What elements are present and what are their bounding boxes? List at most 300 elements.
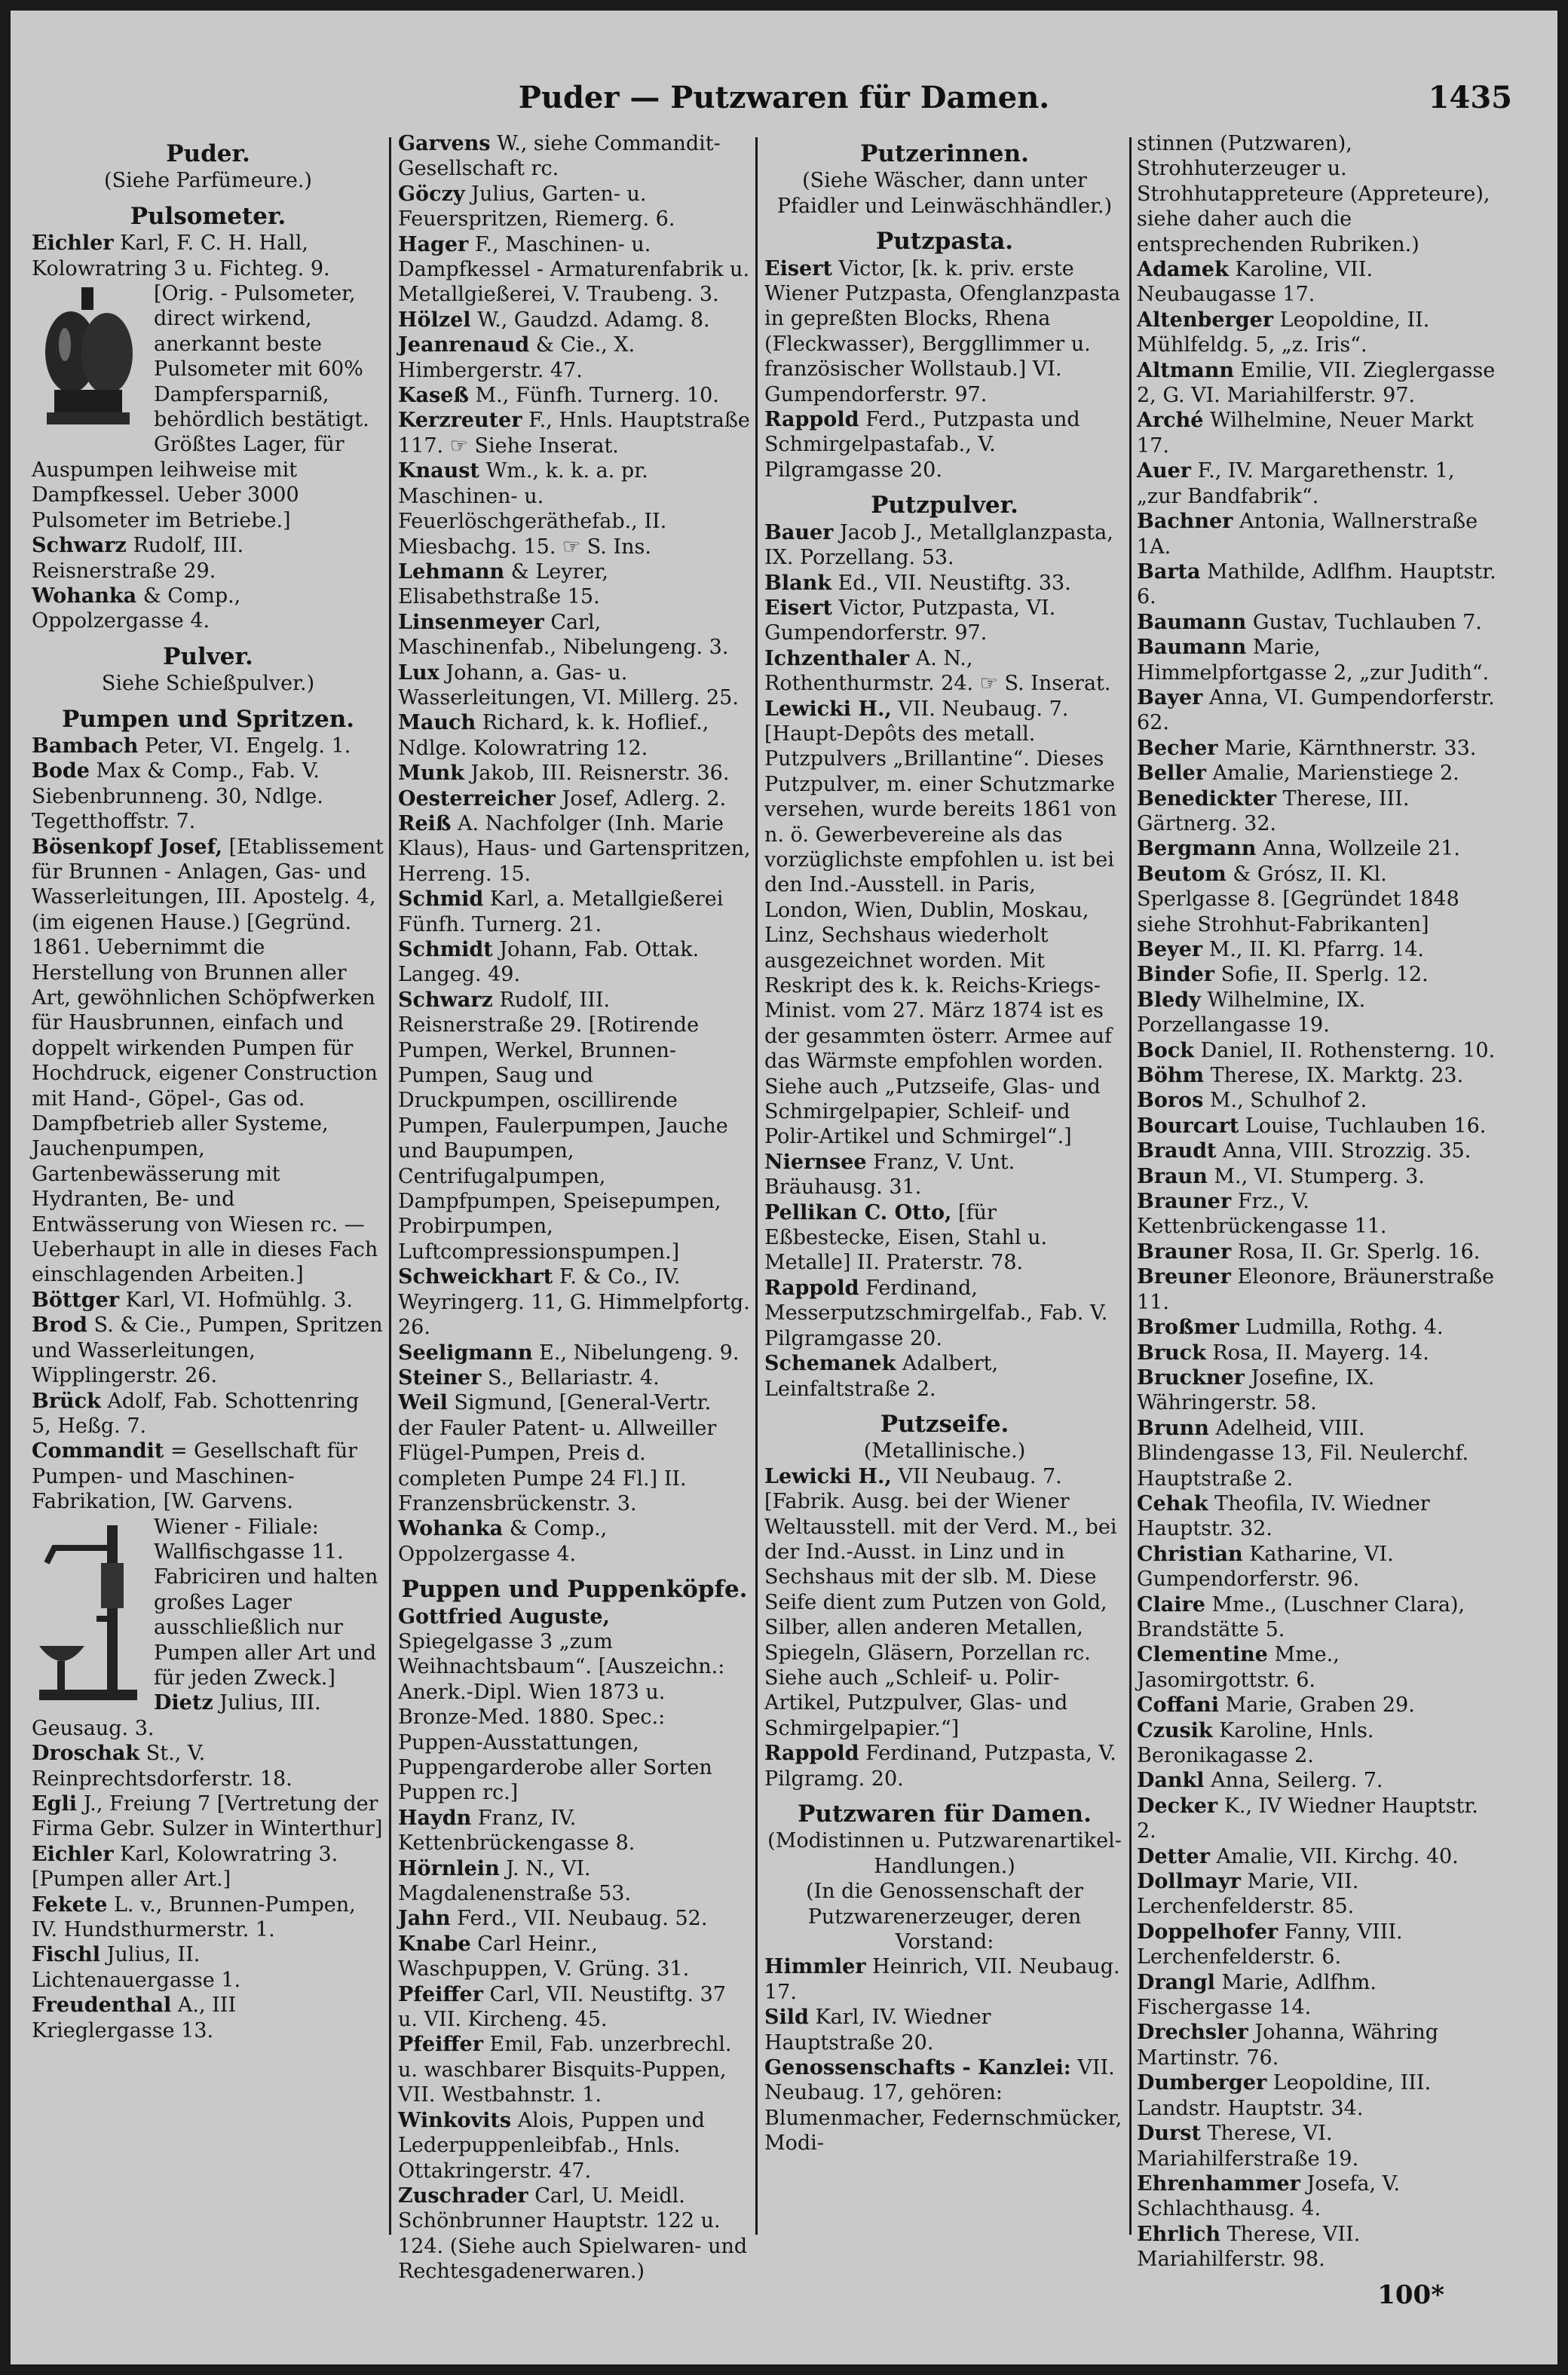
directory-entry xyxy=(398,458,751,559)
entry-details: Ed., VII. Neustiftg. 33. xyxy=(838,571,1071,595)
directory-entry xyxy=(1137,761,1497,786)
directory-entry xyxy=(1137,1768,1497,1793)
section-heading: Putzpasta. xyxy=(875,228,1014,256)
entry-details: Gustav, Tuchlauben 7. xyxy=(1252,610,1482,634)
section-note: (Modistinnen u. Putzwarenartikel-Handlungen.) xyxy=(767,1829,1122,1878)
directory-entry xyxy=(1137,2222,1497,2272)
directory-entry xyxy=(1137,1114,1497,1138)
directory-entry xyxy=(32,835,384,1288)
entry-name: Seeligmann xyxy=(398,1341,533,1365)
entry-name: Wohanka xyxy=(398,1517,504,1541)
directory-entry xyxy=(1137,1038,1497,1063)
entry-name: Adamek xyxy=(1137,258,1229,282)
directory-entry xyxy=(1137,1315,1497,1340)
directory-entry xyxy=(1137,1794,1497,1844)
entry-details: Jakob, III. Reisnerstr. 36. xyxy=(470,762,730,786)
entry-details: Anna, Wollzeile 21. xyxy=(1263,837,1460,861)
entry-name: Böttger xyxy=(32,1288,120,1312)
entry-details: Rosa, II. Mayerg. 14. xyxy=(1212,1341,1429,1365)
entry-name: Zuschrader xyxy=(398,2183,528,2208)
entry-details: Karl, Kolowratring 3. [Pumpen aller Art.] xyxy=(32,1842,338,1892)
section-note: (Siehe Parfümeure.) xyxy=(104,169,312,193)
entry-details: Louise, Tuchlauben 16. xyxy=(1245,1114,1487,1138)
entry-name: Egli xyxy=(32,1792,77,1816)
entry-name: Cehak xyxy=(1137,1491,1208,1515)
entry-details: Therese, III. Gärtnerg. 32. xyxy=(1137,786,1410,835)
directory-entry xyxy=(1137,559,1497,610)
column-rule xyxy=(389,137,391,2235)
directory-entry xyxy=(398,1390,751,1516)
directory-entry xyxy=(1137,1138,1497,1163)
entry-details: M., Schulhof 2. xyxy=(1209,1089,1367,1113)
entry-details: Wilhelmine, Neuer Markt 17. xyxy=(1137,409,1474,458)
directory-entry xyxy=(398,1604,751,1806)
entry-name: Arché xyxy=(1137,409,1204,433)
entry-name: Lux xyxy=(398,660,439,685)
directory-entry xyxy=(398,2183,751,2285)
directory-entry xyxy=(1137,2020,1497,2070)
entry-name: Schwarz xyxy=(32,534,127,558)
entry-name: Jeanrenaud xyxy=(398,333,530,357)
entry-name: Haydn xyxy=(398,1806,472,1830)
entry-details: Adalbert, Leinfaltstraße 2. xyxy=(764,1352,999,1401)
entry-details: Wm., k. k. a. pr. Maschinen- u. Feuerlöschgeräthefab., II. Miesbachg. 15. ☞ S. Ins. xyxy=(398,459,667,559)
entry-details: Carl, U. Meidl. Schönbrunner Hauptstr. 122 u. 124. (Siehe auch Spielwaren- und Rechtesgadenerwaren.) xyxy=(398,2183,748,2284)
entry-name: Kerzreuter xyxy=(398,409,522,433)
entry-details: Josef, Adlerg. 2. xyxy=(562,786,727,811)
directory-entry xyxy=(1137,937,1497,962)
entry-name: Ehrlich xyxy=(1137,2222,1221,2246)
entry-name: Benedickter xyxy=(1137,786,1276,811)
directory-entry xyxy=(398,131,751,182)
entry-details: Rudolf, III. Reisnerstraße 29. [Rotirende Pumpen, Werkel, Brunnen-Pumpen, Saug und Druckpumpen, oscillirende Pumpen, Faulerpumpen, Jauche und Baupumpen, Centrifugalpumpen, Dampfpumpen, Speisepumpen, Probirpumpen, Luftcompressionspumpen.] xyxy=(398,988,728,1264)
directory-entry xyxy=(1137,257,1497,308)
entry-details: & Cie., X. Himbergerstr. 47. xyxy=(398,333,635,382)
entry-details: Carl Heinr., Waschpuppen, V. Grüng. 31. xyxy=(398,1932,690,1981)
entry-name: Czusik xyxy=(1137,1718,1213,1742)
directory-entry xyxy=(764,1351,1125,1402)
column-rule xyxy=(755,137,758,2235)
section-heading: Pumpen und Spritzen. xyxy=(61,705,355,733)
entry-details: Mme., (Luschner Clara), Brandstätte 5. xyxy=(1137,1592,1465,1641)
entry-name: Dumberger xyxy=(1137,2071,1267,2095)
entry-name: Pfeiffer xyxy=(398,2033,483,2057)
entry-name: Dankl xyxy=(1137,1769,1205,1793)
pump-illustration-icon xyxy=(32,1518,145,1706)
entry-details: Julius, II. Lichtenauergasse 1. xyxy=(32,1943,241,1992)
entry-name: Altmann xyxy=(1137,358,1235,382)
entry-details: Spiegelgasse 3 „zum Weihnachtsbaum“. [Auszeichn.: Anerk.-Dipl. Wien 1873 u. Bronze-Med. 1880. Spec.: Puppen-Ausstattungen, Puppengarderobe aller Sorten Puppen rc.] xyxy=(398,1629,725,1805)
entry-details: Richard, k. k. Hoflief., Ndlge. Kolowratring 12. xyxy=(398,711,709,760)
directory-entry xyxy=(1137,836,1497,861)
entry-name: Beyer xyxy=(1137,938,1203,961)
entry-details: Johanna, Währing Martinstr. 76. xyxy=(1137,2021,1439,2070)
entry-details: K., IV Wiedner Hauptstr. 2. xyxy=(1137,1794,1478,1843)
entry-name: Broßmer xyxy=(1137,1316,1239,1340)
entry-name: Bergmann xyxy=(1137,837,1257,861)
directory-entry xyxy=(32,1389,384,1439)
entry-details: Therese, VII. Mariahilferstr. 98. xyxy=(1137,2222,1361,2272)
entry-details: Karoline, VII. Neubaugasse 17. xyxy=(1137,258,1374,307)
entry-name: Coffani xyxy=(1137,1693,1220,1718)
entry-name: Rappold xyxy=(764,1742,859,1766)
entry-name: Dietz xyxy=(154,1691,213,1715)
entry-name: Commandit xyxy=(32,1439,164,1463)
entry-name: Bachner xyxy=(1137,510,1233,534)
entry-name: Ichzenthaler xyxy=(764,646,910,670)
section-note: (Metallinische.) xyxy=(863,1439,1026,1463)
directory-entry xyxy=(398,811,751,887)
directory-entry xyxy=(764,697,1125,1150)
entry-details: St., V. Reinprechtsdorferstr. 18. xyxy=(32,1742,292,1791)
directory-entry xyxy=(32,584,384,634)
directory-entry xyxy=(1137,962,1497,987)
directory-entry xyxy=(1137,1970,1497,2021)
entry-details: E., Nibelungeng. 9. xyxy=(539,1341,740,1365)
entry-name: Blank xyxy=(764,571,831,595)
directory-entry xyxy=(398,2108,751,2183)
directory-entry xyxy=(32,1791,384,1842)
directory-entry xyxy=(1137,1718,1497,1769)
directory-entry xyxy=(398,182,751,232)
entry-name: Schmid xyxy=(398,887,484,912)
column-4 xyxy=(1137,131,1497,2272)
entry-details: Emilie, VII. Zieglergasse 2, G. VI. Mariahilferstr. 97. xyxy=(1137,358,1496,408)
column-3 xyxy=(764,131,1125,2250)
entry-details: Rosa, II. Gr. Sperlg. 16. xyxy=(1237,1240,1481,1264)
directory-entry xyxy=(764,1276,1125,1351)
directory-entry xyxy=(1137,2070,1497,2121)
entry-name: Beller xyxy=(1137,762,1206,786)
entry-details: Carl, VII. Neustiftg. 37 u. VII. Kircheng. 45. xyxy=(398,1982,726,2032)
entry-details: Marie, Adlfhm. Fischergasse 14. xyxy=(1137,1970,1377,2020)
entry-details: Josefine, IX. Währingerstr. 58. xyxy=(1137,1365,1375,1415)
entry-name: Hölzel xyxy=(398,308,471,332)
entry-text: [Orig. - Pulsometer, direct wirkend, anerkannt beste Pulsometer mit 60% Dampfersparniß, behördlich bestätigt. Größtes Lager, für Auspumpen leihweise mit Dampfkessel. Ueber 3000 Pulsometer im Betriebe.] xyxy=(32,282,369,532)
section-heading: Puppen und Puppenköpfe. xyxy=(401,1576,748,1604)
entry-name: Drangl xyxy=(1137,1970,1215,1994)
entry-name: Bode xyxy=(32,759,90,783)
entry-details: Sofie, II. Sperlg. 12. xyxy=(1220,963,1429,987)
directory-entry xyxy=(1137,610,1497,635)
entry-details: Adolf, Fab. Schottenring 5, Heßg. 7. xyxy=(32,1389,360,1438)
directory-entry xyxy=(1137,635,1497,685)
directory-entry xyxy=(1137,308,1497,358)
directory-entry xyxy=(398,2032,751,2107)
entry-details: Marie, Himmelpfortgasse 2, „zur Judith“. xyxy=(1137,636,1490,685)
entry-name: Niernsee xyxy=(764,1150,867,1174)
entry-text: stinnen (Putzwaren), Strohhuterzeuger u. Strohhutappreteure (Appreteure), siehe daher auch die entsprechenden Rubriken.) xyxy=(1137,132,1490,256)
entry-name: Eichler xyxy=(32,1842,114,1866)
directory-entry xyxy=(1137,1416,1497,1491)
directory-entry xyxy=(1137,1542,1497,1592)
entry-name: Boros xyxy=(1137,1089,1204,1113)
directory-entry xyxy=(1137,786,1497,837)
directory-entry xyxy=(1137,1365,1497,1416)
directory-entry xyxy=(398,1516,751,1567)
entry-name: Bledy xyxy=(1137,988,1201,1012)
entry-details: Marie, Kärnthnerstr. 33. xyxy=(1224,736,1477,760)
entry-name: Breuner xyxy=(1137,1265,1231,1289)
entry-name: Rappold xyxy=(764,1276,859,1300)
directory-entry xyxy=(398,937,751,988)
entry-details: Emil, Fab. unzerbrechl. u. waschbarer Bisquits-Puppen, VII. Westbahnstr. 1. xyxy=(398,2033,732,2107)
entry-name: Altenberger xyxy=(1137,308,1274,332)
entry-name: Ehrenhammer xyxy=(1137,2171,1300,2196)
entry-name: Lehmann xyxy=(398,559,505,584)
entry-details: [Etablissement für Brunnen - Anlagen, Gas- und Wasserleitungen, III. Apostelg. 4, (im eigenen Hause.) [Gegründ. 1861. Uebernimmt die Herstellung von Brunnen aller Art, gewöhnlichen Schöpfwerken für Hausbrunnen, einfach und doppelt wirkenden Pumpen für Hochdruck, eigener Construction mit Hand-, Göpel-, Gas od. Dampfbetrieb aller Systeme, Jauchenpumpen, Gartenbewässerung mit Hydranten, Be- und Entwässerung von Wiesen rc. — Ueberhaupt in alle in dieses Fach einschlagenden Arbeiten.] xyxy=(32,835,384,1287)
entry-details: Karl, IV. Wiedner Hauptstraße 20. xyxy=(764,2006,991,2055)
entry-details: VII. Neubaug. 7. [Haupt-Depôts des metall. Putzpulvers „Brillantine“. Dieses Putzpulver, m. einer Schutzmarke versehen, wurde bereits 1861 von n. ö. Gewerbevereine als das vorzüglichste empfohlen u. ist bei den Ind.-Ausstell. in Paris, London, Wien, Dublin, Moskau, Linz, Sechshaus wiederholt ausgezeichnet worden. Mit Reskript des k. k. Reichs-Kriegs-Minist. vom 27. März 1874 ist es der gesammten österr. Armee auf das Wärmste empfohlen worden. Siehe auch „Putzseife, Glas- und Schmirgelpapier, Schleif- und Polir-Artikel und Schmirgel“.] xyxy=(764,697,1117,1149)
entry-details: A. N., Rothenthurmstr. 24. ☞ S. Inserat. xyxy=(764,646,1111,696)
directory-entry xyxy=(764,1741,1125,1791)
entry-details: Heinrich, VII. Neubaug. 17. xyxy=(764,1955,1120,2004)
entry-details: Max & Comp., Fab. V. Siebenbrunneng. 30, Ndlge. Tegetthoffstr. 7. xyxy=(32,759,323,834)
entry-details: Carl, Maschinenfab., Nibelungeng. 3. xyxy=(398,610,729,660)
directory-entry xyxy=(32,1842,384,1892)
entry-details: Mathilde, Adlfhm. Hauptstr. 6. xyxy=(1137,559,1496,609)
entry-details: A., III Krieglergasse 13. xyxy=(32,1993,237,2042)
directory-entry xyxy=(1137,1063,1497,1088)
entry-name: Baumann xyxy=(1137,610,1247,634)
directory-entry xyxy=(1137,1920,1497,1970)
directory-entry xyxy=(764,2055,1125,2156)
directory-entry xyxy=(1137,1264,1497,1315)
entry-name: Schmidt xyxy=(398,938,493,961)
entry-name: Schemanek xyxy=(764,1352,896,1376)
directory-entry xyxy=(1137,1341,1497,1365)
directory-entry xyxy=(398,383,751,408)
entry-name: Mauch xyxy=(398,711,476,735)
entry-details: Rudolf, III. Reisnerstraße 29. xyxy=(32,534,244,583)
entry-name: Schweickhart xyxy=(398,1265,553,1289)
entry-details: Fanny, VIII. Lerchenfelderstr. 6. xyxy=(1137,1920,1403,1969)
entry-details: Johann, Fab. Ottak. Langeg. 49. xyxy=(398,938,700,987)
entry-name: Auer xyxy=(1137,459,1191,483)
entry-name: Brück xyxy=(32,1389,101,1413)
entry-name: Braun xyxy=(1137,1164,1208,1188)
entry-details: M., II. Kl. Pfarrg. 14. xyxy=(1208,938,1425,961)
entry-name: Bauer xyxy=(764,520,834,544)
directory-entry xyxy=(32,231,384,281)
entry-name: Becher xyxy=(1137,736,1218,760)
entry-name: Böhm xyxy=(1137,1064,1205,1088)
entry-name: Genossenschafts - Kanzlei: xyxy=(764,2056,1071,2080)
entry-details: Alois, Puppen und Lederpuppenleibfab., Hnls. Ottakringerstr. 47. xyxy=(398,2108,705,2183)
directory-entry xyxy=(32,1942,384,1993)
entry-details: Ferdinand, Putzpasta, V. Pilgramg. 20. xyxy=(764,1742,1116,1791)
entry-details: A. Nachfolger (Inh. Marie Klaus), Haus- und Gartenspritzen, Herreng. 15. xyxy=(398,811,751,886)
column-1 xyxy=(32,131,384,2250)
entry-details: Katharine, VI. Gumpendorferstr. 96. xyxy=(1137,1542,1394,1592)
entry-text: Wiener - Filiale: Wallfischgasse 11. Fabriciren und halten großes Lager ausschließlich nur Pumpen aller Art und für jeden Zweck.] xyxy=(154,1515,378,1690)
entry-details: Therese, VI. Mariahilferstraße 19. xyxy=(1137,2122,1359,2171)
entry-details: Wilhelmine, IX. Porzellangasse 19. xyxy=(1137,988,1366,1037)
entry-details: M., Fünfh. Turnerg. 10. xyxy=(475,384,719,408)
directory-entry xyxy=(1137,736,1497,761)
section-heading: Putzseife. xyxy=(880,1410,1009,1438)
entry-name: Gottfried Auguste, xyxy=(398,1604,610,1629)
entry-name: Christian xyxy=(1137,1542,1243,1566)
entry-name: Weil xyxy=(398,1391,448,1415)
directory-entry xyxy=(398,988,751,1264)
entry-details: Anna, Seilerg. 7. xyxy=(1211,1769,1383,1793)
entry-name: Eisert xyxy=(764,256,832,280)
entry-name: Bayer xyxy=(1137,685,1203,709)
directory-entry xyxy=(764,2005,1125,2055)
entry-name: Bruckner xyxy=(1137,1365,1245,1390)
section-heading: Putzpulver. xyxy=(871,492,1018,519)
entry-details: W., Gaudzd. Adamg. 8. xyxy=(477,308,710,332)
entry-name: Brod xyxy=(32,1313,87,1338)
directory-entry xyxy=(1137,2121,1497,2171)
entry-details: Ferdinand, Messerputzschmirgelfab., Fab. V. Pilgramgasse 20. xyxy=(764,1276,1108,1350)
directory-entry xyxy=(764,1954,1125,2005)
directory-entry xyxy=(1137,509,1497,559)
entry-details: [für Eßbestecke, Eisen, Stahl u. Metalle] II. Praterstr. 78. xyxy=(764,1200,1048,1275)
directory-entry xyxy=(398,1341,751,1365)
entry-details: Victor, Putzpasta, VI. Gumpendorferstr. 97. xyxy=(764,596,1056,645)
directory-entry xyxy=(1137,1189,1497,1240)
directory-entry xyxy=(764,571,1125,596)
entry-details: & Grósz, II. Kl. Sperlgasse 8. [Gegründet 1848 siehe Strohhut-Fabrikanten] xyxy=(1137,862,1459,936)
entry-details: S., Bellariastr. 4. xyxy=(488,1365,660,1390)
entry-details: Sigmund, [General-Vertr. der Fauler Patent- u. Allweiller Flügel-Pumpen, Preis d. completen Pumpe 24 Fl.] II. Franzensbrückenstr. 3. xyxy=(398,1391,717,1515)
directory-entry xyxy=(1137,862,1497,937)
entry-name: Brauner xyxy=(1137,1190,1232,1214)
directory-entry xyxy=(1137,358,1497,409)
page-title: Puder — Putzwaren für Damen. xyxy=(518,80,1050,115)
entry-details: Mme., Jasomirgottstr. 6. xyxy=(1137,1643,1340,1692)
entry-details: F. & Co., IV. Weyringerg. 11, G. Himmelpfortg. 26. xyxy=(398,1265,750,1340)
directory-entry xyxy=(398,1806,751,1856)
directory-entry xyxy=(398,1932,751,1982)
entry-name: Sild xyxy=(764,2006,809,2030)
entry-name: Brunn xyxy=(1137,1416,1209,1440)
entry-details: Daniel, II. Rothensterng. 10. xyxy=(1200,1038,1496,1062)
directory-entry xyxy=(1137,2171,1497,2222)
entry-name: Eichler xyxy=(32,231,114,256)
entry-name: Pellikan C. Otto, xyxy=(764,1200,952,1224)
directory-entry xyxy=(398,1856,751,1907)
entry-name: Baumann xyxy=(1137,636,1247,660)
entry-name: Bourcart xyxy=(1137,1114,1239,1138)
directory-entry xyxy=(764,1150,1125,1200)
entry-name: Binder xyxy=(1137,963,1214,987)
pulsometer-illustration-icon xyxy=(32,284,145,435)
entry-details: Amalie, VII. Kirchg. 40. xyxy=(1216,1844,1459,1868)
entry-name: Durst xyxy=(1137,2122,1201,2146)
directory-entry xyxy=(398,1906,751,1931)
entry-details: Marie, VII. Lerchenfelderstr. 85. xyxy=(1137,1870,1359,1919)
entry-details: & Comp., Oppolzergasse 4. xyxy=(398,1517,608,1566)
entry-details: Franz, V. Unt. Bräuhausg. 31. xyxy=(764,1150,1015,1200)
entry-details: J. N., VI. Magdalenenstraße 53. xyxy=(398,1856,632,1906)
directory-entry xyxy=(32,1993,384,2043)
entry-name: Doppelhofer xyxy=(1137,1920,1279,1944)
directory-entry xyxy=(1137,1088,1497,1113)
directory-entry xyxy=(398,786,751,811)
directory-entry xyxy=(1137,1693,1497,1718)
entry-name: Dollmayr xyxy=(1137,1870,1241,1894)
entry-details: Karl, F. C. H. Hall, Kolowratring 3 u. Fichteg. 9. xyxy=(32,231,330,280)
entry-details: Leopoldine, II. Mühlfeldg. 5, „z. Iris“. xyxy=(1137,308,1430,357)
directory-entry xyxy=(398,559,751,610)
entry-name: Hager xyxy=(398,232,469,256)
section-heading: Putzwaren für Damen. xyxy=(798,1800,1092,1828)
directory-entry xyxy=(398,887,751,937)
entry-details: Adelheid, VIII. Blindengasse 13, Fil. Neulerchf. Hauptstraße 2. xyxy=(1137,1416,1469,1491)
entry-name: Bambach xyxy=(32,734,139,758)
directory-page xyxy=(11,11,1557,2364)
entry-name: Bock xyxy=(1137,1038,1194,1062)
entry-details: = Gesellschaft für Pumpen- und Maschinen-Fabrikation, [W. Garvens. xyxy=(32,1439,358,1514)
directory-entry xyxy=(398,332,751,383)
entry-details: Karl, a. Metallgießerei Fünfh. Turnerg. 21. xyxy=(398,887,724,936)
entry-details: Frz., V. Kettenbrückengasse 11. xyxy=(1137,1190,1387,1239)
entry-name: Detter xyxy=(1137,1844,1210,1868)
directory-entry xyxy=(1137,1642,1497,1693)
directory-entry xyxy=(398,408,751,458)
entry-name: Kaseß xyxy=(398,384,469,408)
entry-details: Leopoldine, III. Landstr. Hauptstr. 34. xyxy=(1137,2071,1432,2120)
directory-entry xyxy=(32,758,384,834)
entry-details: S. & Cie., Pumpen, Spritzen und Wasserleitungen, Wipplingerstr. 26. xyxy=(32,1313,383,1388)
entry-details: Ferd., Putzpasta und Schmirgelpastafab., V. Pilgramgasse 20. xyxy=(764,408,1080,482)
entry-details: F., IV. Margarethenstr. 1, „zur Bandfabrik“. xyxy=(1137,459,1455,508)
entry-details: Ferd., VII. Neubaug. 52. xyxy=(457,1907,708,1931)
entry-details: J., Freiung 7 [Vertretung der Firma Gebr. Sulzer in Winterthur] xyxy=(32,1792,383,1841)
entry-details: Antonia, Wallnerstraße 1A. xyxy=(1137,510,1478,559)
directory-entry xyxy=(398,1365,751,1390)
entry-details: Amalie, Marienstiege 2. xyxy=(1212,762,1459,786)
directory-entry xyxy=(398,660,751,711)
directory-entry xyxy=(1137,1869,1497,1920)
directory-entry xyxy=(764,256,1125,407)
directory-entry xyxy=(1137,408,1497,458)
column-2 xyxy=(398,131,751,2284)
directory-entry xyxy=(32,734,384,758)
entry-details: Therese, IX. Marktg. 23. xyxy=(1210,1064,1464,1088)
entry-details: W., siehe Commandit-Gesellschaft rc. xyxy=(398,132,721,181)
entry-details: F., Hnls. Hauptstraße 117. ☞ Siehe Inserat. xyxy=(398,409,750,458)
directory-entry xyxy=(32,1288,384,1313)
entry-name: Göczy xyxy=(398,182,465,206)
entry-name: Pfeiffer xyxy=(398,1982,483,2006)
directory-entry xyxy=(764,646,1125,697)
entry-name: Linsenmeyer xyxy=(398,610,544,634)
directory-entry xyxy=(764,520,1125,571)
entry-details: & Leyrer, Elisabethstraße 15. xyxy=(398,559,608,609)
entry-details: Anna, VI. Gumpendorferstr. 62. xyxy=(1137,685,1495,735)
directory-entry xyxy=(32,1439,384,1514)
entry-name: Knaust xyxy=(398,459,479,483)
entry-details: Peter, VI. Engelg. 1. xyxy=(144,734,351,758)
footer-signature: 100* xyxy=(1377,2280,1444,2310)
entry-details: Marie, Graben 29. xyxy=(1225,1693,1415,1718)
entry-details: Johann, a. Gas- u. Wasserleitungen, VI. Millerg. 25. xyxy=(398,660,739,709)
entry-name: Reiß xyxy=(398,811,452,835)
directory-entry xyxy=(1137,458,1497,509)
entry-details: Eleonore, Bräunerstraße 11. xyxy=(1137,1265,1494,1314)
section-note: (Siehe Wäscher, dann unter Pfaidler und Leinwäschhändler.) xyxy=(776,169,1113,218)
entry-name: Munk xyxy=(398,762,464,786)
entry-details: & Comp., Oppolzergasse 4. xyxy=(32,584,241,633)
directory-entry xyxy=(398,308,751,332)
directory-entry xyxy=(32,1892,384,1943)
entry-name: Eisert xyxy=(764,596,832,620)
directory-entry xyxy=(1137,1491,1497,1542)
